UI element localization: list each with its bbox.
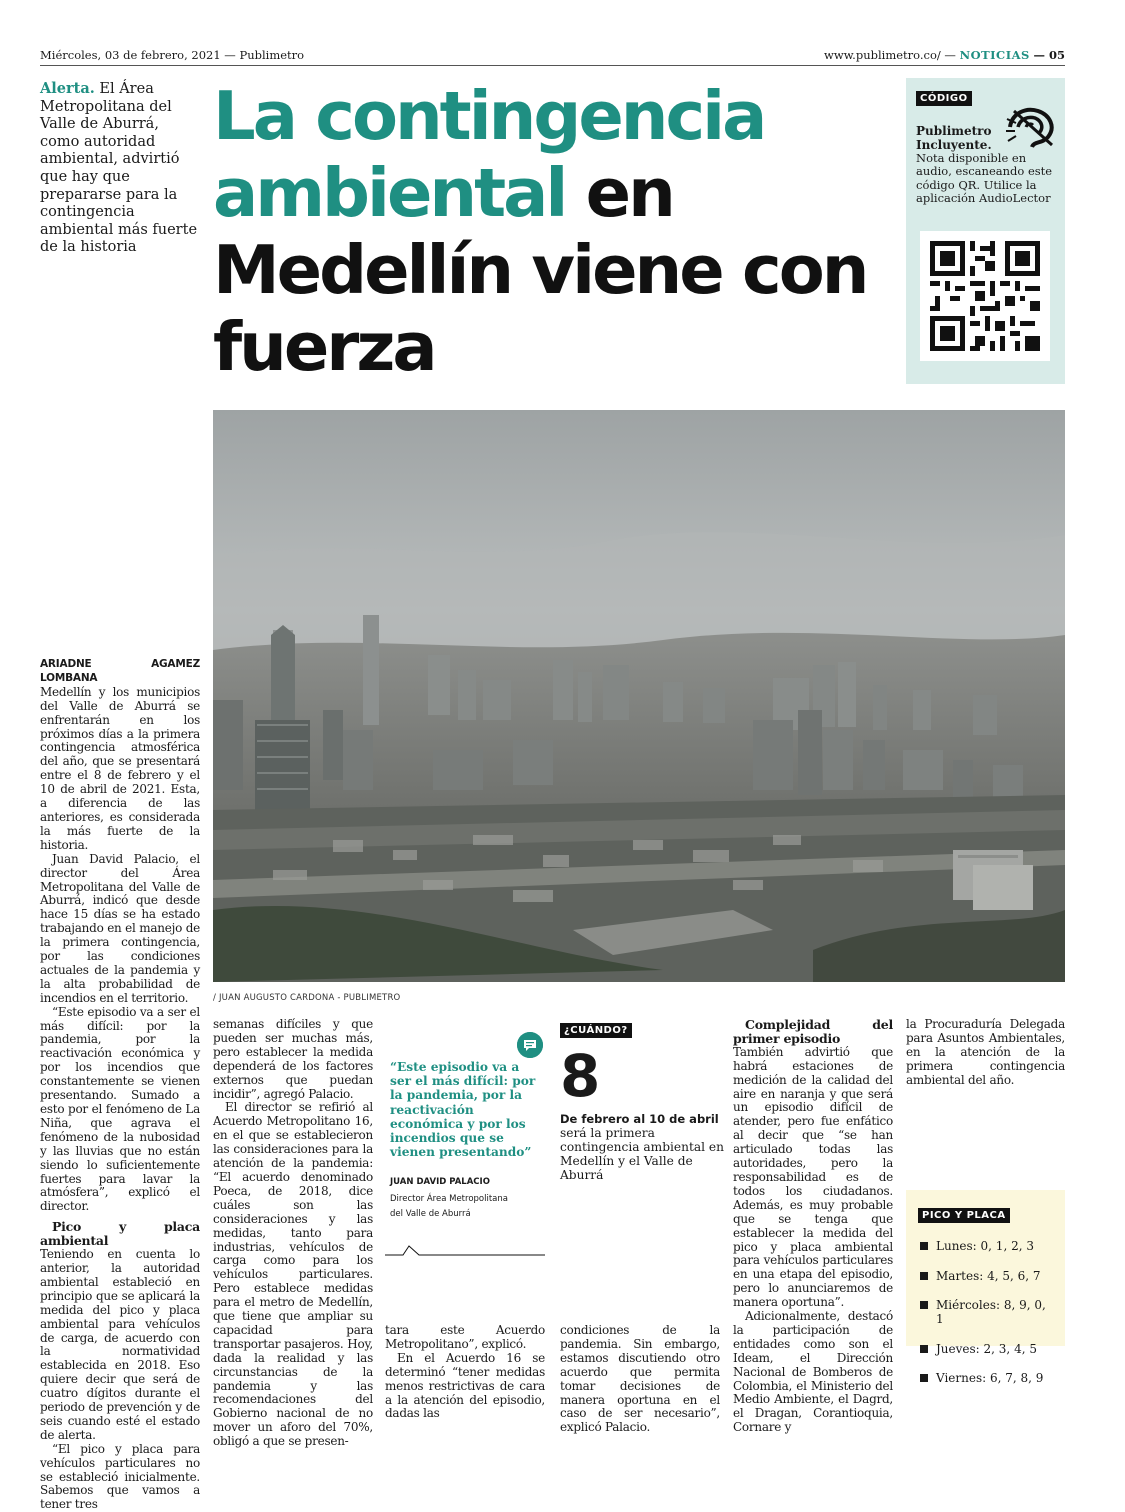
cuando-tag: ¿CUÁNDO? <box>560 1023 632 1038</box>
list-item <box>918 1371 1053 1385</box>
hero-photo <box>213 410 1065 982</box>
subhead: Pico y placa ambiental <box>40 1219 200 1249</box>
paragraph: condiciones de la pandemia. Sin embargo, estamos discutiendo otro acuerdo que permita tomar decisiones de manera oportuna en el caso de ser necesario”, explicó Palacio. <box>560 1323 720 1435</box>
date-range: De febrero al 10 de abril <box>560 1112 719 1126</box>
codigo-text: Nota disponible en audio, escaneando este código QR. Utilice la aplicación AudioLector <box>916 151 1053 206</box>
photo-credit: / JUAN AUGUSTO CARDONA - PUBLIMETRO <box>213 993 401 1003</box>
paragraph: El director se refirió al Acuerdo Metropolitano 16, en el que se establecieron las consideraciones para la atención de la pandemia: “El acuerdo denominado Poeca, de 2018, dice cuáles son las consideraciones y las medidas, tanto para industrias, vehículos de carga como para los vehículos particulares. Pero establece medidas para el metro de Medellín, que tiene que ampliar su capacidad para transportar pasajeros. Hoy, dada la realidad y las circunstancias de la pandemia y las recomendaciones del Gobierno nacional de no mover un aforo del 70%, obligó a que se presen- <box>213 1100 373 1449</box>
site-url[interactable]: www.publimetro.co/ — <box>824 48 956 62</box>
codigo-box <box>906 78 1065 384</box>
square-bullet-icon <box>920 1374 928 1382</box>
publication-date: Miércoles, 03 de febrero, 2021 — Publimetro <box>40 48 305 62</box>
quote-text: “Este episodio va a ser el más difícil: por la pandemia, por la reactivación económica y por los incendios que se vienen presentando” <box>390 1060 536 1160</box>
paragraph: tara este Acuerdo Metropolitano”, explicó. <box>385 1323 545 1351</box>
page-header <box>40 48 1065 66</box>
section-name: NOTICIAS <box>959 48 1030 62</box>
quote-author: JUAN DAVID PALACIO <box>390 1177 490 1187</box>
article-column-5 <box>733 1018 893 1435</box>
byline: ARIADNE AGAMEZ LOMBANA <box>40 658 200 684</box>
qr-code-icon <box>930 241 1040 351</box>
list-item <box>918 1269 1053 1283</box>
list-item <box>918 1342 1053 1356</box>
list-item <box>918 1298 1053 1326</box>
qr-code[interactable] <box>920 231 1050 361</box>
headline-teal: La contingencia ambiental <box>213 77 765 232</box>
article-column-2 <box>213 1018 373 1449</box>
cuando-box <box>560 1018 725 1182</box>
paragraph: “Este episodio va a ser el más difícil: por la pandemia, por la reactivación económica y por los incendios que constantemente se vienen presentando. Sumado a esto por el fenómeno de La Niña, que agrava el fenómeno de la nubosidad y las lluvias que no están siendo lo suficientemente fuertes para lavar la atmósfera”, explicó el director. <box>40 1004 200 1214</box>
speech-bubble-icon <box>517 1032 543 1058</box>
lead-text: El Área Metropolitana del Valle de Aburrá, como autoridad ambiental, advirtió que hay que prepararse para la contingencia ambiental más fuerte de la historia <box>40 81 198 256</box>
article-column-1 <box>40 658 200 1512</box>
paragraph: Medellín y los municipios del Valle de Aburrá se enfrentarán en los próximos días a la primera contingencia atmosférica del año, que se presentará entre el 8 de febrero y el 10 de abril de 2021. Esta, a diferencia de las anteriores, es considerada la más fuerte de la historia. <box>40 684 200 852</box>
codigo-title: Publimetro Incluyente. <box>916 124 992 152</box>
paragraph: En el Acuerdo 16 se determinó “tener medidas menos restrictivas de cara a la atención del episodio, dadas las <box>385 1350 545 1421</box>
pico-y-placa-box <box>906 1190 1065 1385</box>
subhead: Complejidad del primer episodio <box>733 1017 893 1046</box>
paragraph: la Procuraduría Delegada para Asuntos Ambientales, en la atención de la primera contingencia ambiental del año. <box>906 1017 1065 1087</box>
quote-author-role: Director Área Metropolitana del Valle de Aburrá <box>390 1194 508 1219</box>
header-right <box>824 48 1065 62</box>
paragraph: Teniendo en cuenta lo anterior, la autoridad ambiental estableció en principio que se aplicará la medida del pico y placa ambiental para vehículos de carga, de acuerdo con la normatividad establecida en 2018. Eso quiere decir que será de cuatro dígitos durante el periodo de prevención y de seis cuando esté el estado de alerta. <box>40 1247 200 1442</box>
square-bullet-icon <box>920 1301 928 1309</box>
paragraph: Adicionalmente, destacó la participación de entidades como son el Ideam, el Dirección Nacional de Bomberos de Colombia, el Ministerio del Medio Ambiente, el Dagrd, el Dragan, Corantioquia, Cornare y <box>733 1309 893 1435</box>
article-column-3 <box>385 1324 545 1421</box>
ear-icon <box>1004 105 1060 149</box>
lead-summary <box>40 80 200 257</box>
pico-tag: PICO Y PLACA <box>918 1208 1010 1223</box>
cuando-description: será la primera contingencia ambiental en Medellín y el Valle de Aburrá <box>560 1126 724 1182</box>
pico-list <box>918 1239 1053 1385</box>
paragraph: “El pico y placa para vehículos particulares no se estableció inicialmente. Sabemos que vamos a tener tres <box>40 1441 200 1512</box>
list-item <box>918 1239 1053 1253</box>
paragraph: semanas difíciles y que pueden ser muchas más, pero establecer la medida dependerá de los factores externos que puedan incidir”, agregó Palacio. <box>213 1017 373 1101</box>
pico-day: Jueves: 2, 3, 4, 5 <box>936 1341 1037 1356</box>
paragraph: También advirtió que habrá estaciones de medición de la calidad del aire en naranja y que será un episodio difícil de atender, pero fue enfático al decir que “se han articulado todas las autoridades, pero la responsabilidad es de todos los ciudadanos. Además, es muy probable que se tenga que establecer la medida del pico y placa ambiental para vehículos particulares en una etapa del episodio, pero lo anunciaremos de manera oportuna”. <box>733 1044 893 1310</box>
square-bullet-icon <box>920 1272 928 1280</box>
pico-day: Miércoles: 8, 9, 0, 1 <box>936 1298 1046 1326</box>
page-number: — 05 <box>1033 48 1065 62</box>
codigo-tag: CÓDIGO <box>916 91 972 106</box>
headline <box>213 78 903 386</box>
pico-day: Lunes: 0, 1, 2, 3 <box>936 1239 1034 1253</box>
big-number: 8 <box>560 1042 601 1110</box>
lead-kicker: Alerta. <box>40 80 95 97</box>
city-smog-image <box>213 410 1065 982</box>
square-bullet-icon <box>920 1345 928 1353</box>
headline-dark: en Medellín viene con fuerza <box>213 154 867 386</box>
paragraph: Juan David Palacio, el director del Área Metropolitana del Valle de Aburrá, indicó que desde hace 15 días se ha estado trabajando en el manejo de la primera contingencia, por las condiciones actuales de la pandemia y la alta probabilidad de incendios en el territorio. <box>40 851 200 1005</box>
article-column-6 <box>906 1018 1065 1088</box>
divider <box>385 1240 545 1260</box>
pico-day: Martes: 4, 5, 6, 7 <box>936 1268 1041 1283</box>
square-bullet-icon <box>920 1242 928 1250</box>
article-column-4 <box>560 1324 720 1435</box>
pico-day: Viernes: 6, 7, 8, 9 <box>936 1371 1044 1385</box>
